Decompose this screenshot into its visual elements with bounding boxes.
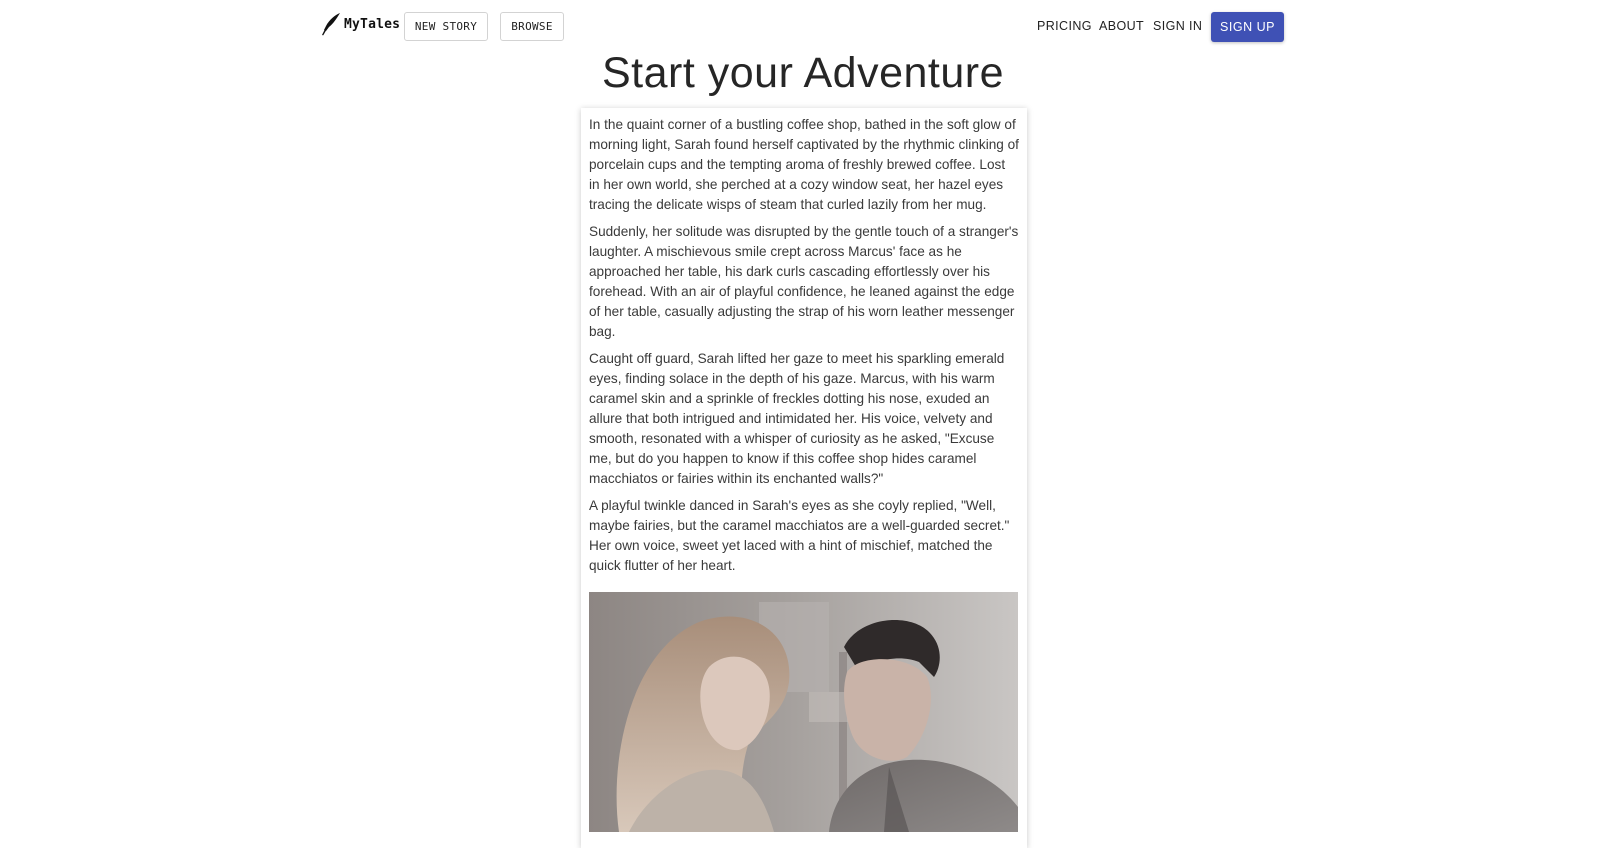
brand-logo[interactable]	[321, 12, 400, 36]
story-paragraph: In the quaint corner of a bustling coffee shop, bathed in the soft glow of morning light, Sarah found herself captivated by the rhythmic clinking of porcelain cups and the tempting aroma of freshly brewed coffee. Lost in her own world, she perched at a cozy window seat, her hazel eyes tracing the delicate wisps of steam that curled lazily from her mug.	[589, 117, 1019, 212]
nav-link-pricing[interactable]: PRICING	[1037, 19, 1092, 33]
brand-name: MyTales	[344, 16, 401, 32]
top-navbar	[0, 0, 1600, 52]
story-card	[581, 108, 1027, 848]
story-paragraph: A playful twinkle danced in Sarah's eyes as she coyly replied, "Well, maybe fairies, but the caramel macchiatos are a well-guarded secret." Her own voice, sweet yet laced with a hint of mischief, matched the quick flutter of her heart.	[589, 498, 1010, 573]
story-paragraph: Suddenly, her solitude was disrupted by the gentle touch of a stranger's laughter. A mischievous smile crept across Marcus' face as he approached her table, his dark curls cascading effortlessly over his forehead. With an air of playful confidence, he leaned against the edge of her table, casually adjusting the strap of his worn leather messenger bag.	[589, 224, 1019, 339]
story-paragraph: Caught off guard, Sarah lifted her gaze to meet his sparkling emerald eyes, finding solace in the depth of his gaze. Marcus, with his warm caramel skin and a sprinkle of freckles dotting his nose, exuded an allure that both intrigued and intimidated her. His voice, velvety and smooth, resonated with a whisper of curiosity as he asked, "Excuse me, but do you happen to know if this coffee shop hides caramel macchiatos or fairies within its enchanted walls?"	[589, 351, 1005, 486]
nav-link-sign-in[interactable]: SIGN IN	[1153, 19, 1203, 33]
sign-up-button[interactable]: SIGN UP	[1211, 12, 1284, 42]
new-story-button[interactable]: NEW STORY	[404, 12, 488, 41]
browse-button[interactable]: BROWSE	[500, 12, 564, 41]
nav-link-about[interactable]: ABOUT	[1099, 19, 1145, 33]
page-title: Start your Adventure	[602, 49, 1004, 97]
quill-pen-icon	[321, 12, 341, 36]
story-image	[589, 592, 1018, 832]
